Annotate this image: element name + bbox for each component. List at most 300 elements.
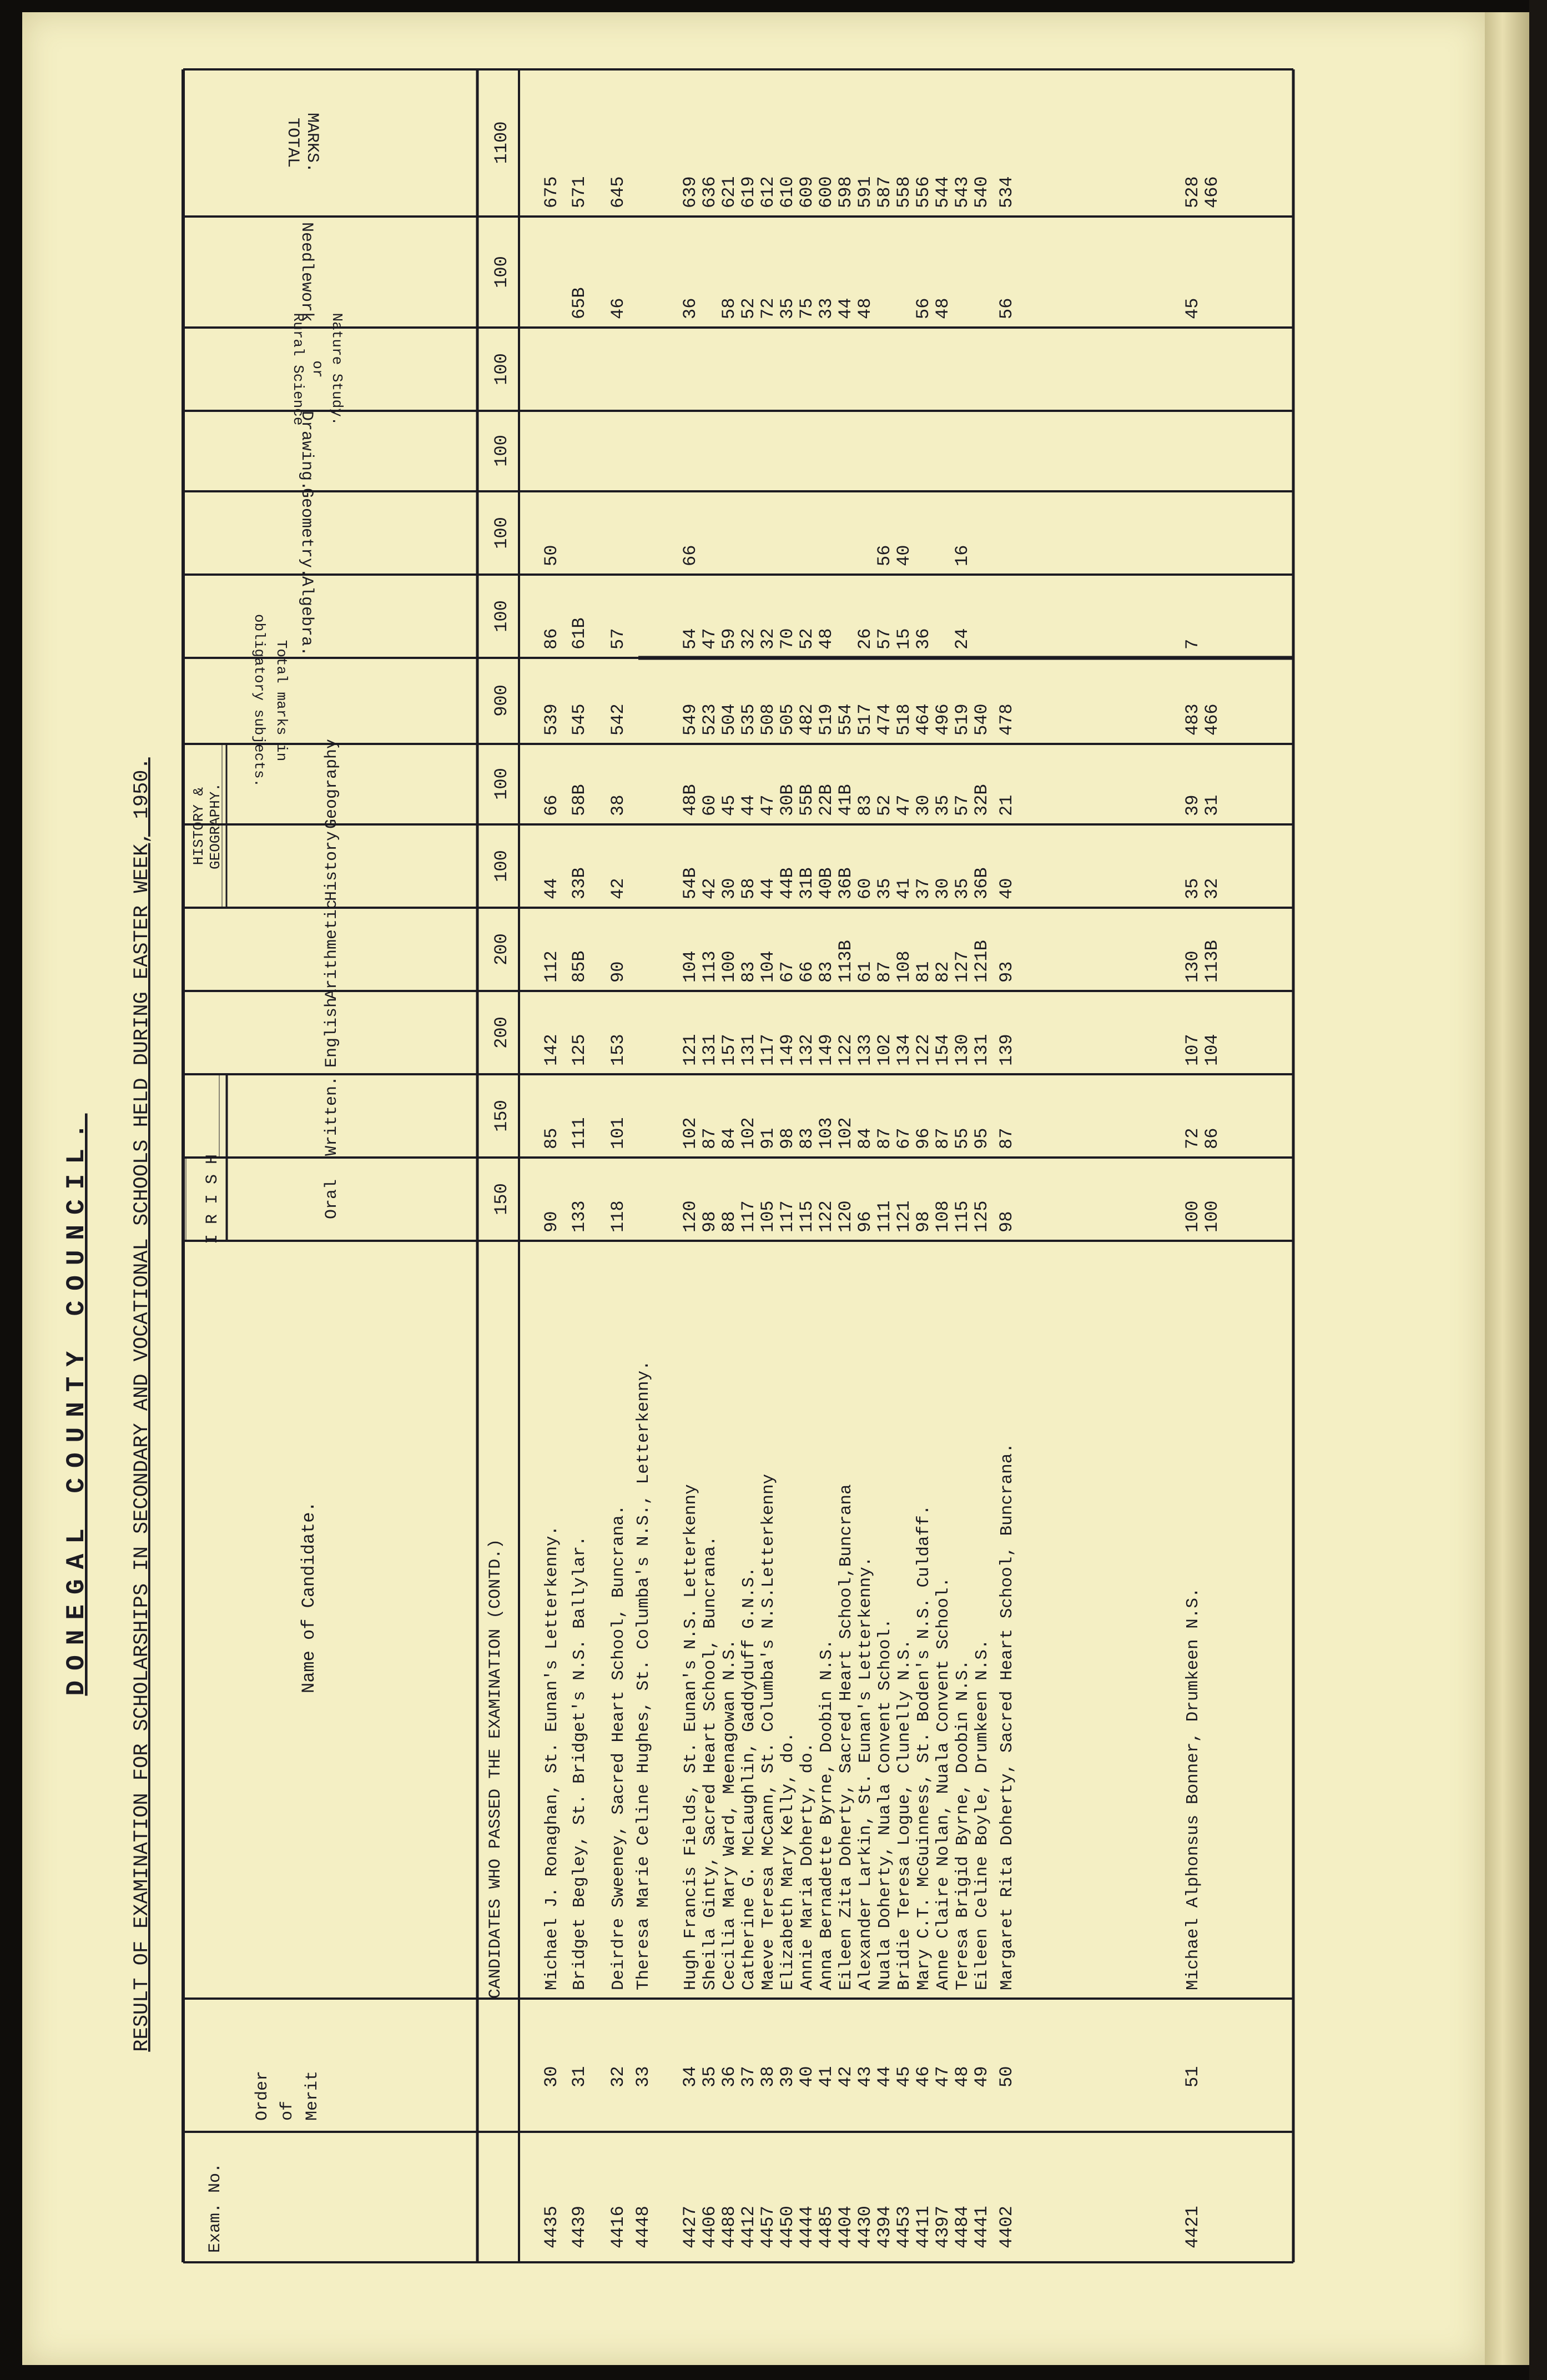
row-written: 87 (699, 1128, 720, 1149)
row-total: 645 (608, 176, 628, 208)
max-total_obligatory: 900 (491, 685, 512, 717)
row-exam-no: 4397 (933, 2206, 953, 2248)
row-arith: 108 (894, 950, 914, 983)
row-total: 534 (996, 176, 1017, 208)
row-exam-no: 4441 (971, 2206, 992, 2248)
row-algebra: 59 (719, 628, 739, 650)
row-order: 36 (719, 2066, 739, 2087)
max-needlework: 100 (491, 256, 512, 288)
row-geometry: 16 (952, 545, 972, 566)
row-name: Anne Claire Nolan, Nuala Convent School. (934, 1577, 953, 1990)
row-exam-no: 4435 (541, 2206, 562, 2248)
row-geometry: 66 (680, 545, 701, 566)
row-history: 31B (797, 867, 817, 899)
row-total_obl: 535 (738, 703, 759, 736)
row-needle: 36 (680, 298, 701, 319)
row-exam-no: 4427 (680, 2206, 701, 2248)
row-exam-no: 4444 (797, 2206, 817, 2248)
row-geog: 55B (797, 784, 817, 816)
row-written: 84 (855, 1128, 875, 1149)
row-written: 101 (608, 1117, 628, 1149)
row-order: 31 (569, 2066, 589, 2087)
row-english: 121 (680, 1034, 701, 1066)
row-order: 38 (758, 2066, 778, 2087)
row-name: Michael Alphonsus Bonner, Drumkeen N.S. (1183, 1587, 1203, 1990)
row-total: 571 (569, 176, 589, 208)
row-name: Teresa Brigid Byrne, Doobin N.S. (953, 1659, 972, 1990)
row-oral: 117 (777, 1200, 798, 1232)
row-total: 558 (894, 176, 914, 208)
row-name: Eileen Zita Doherty, Sacred Heart School,Buncrana (837, 1484, 856, 1990)
row-written: 111 (569, 1117, 589, 1149)
row-arith: 100 (719, 950, 739, 983)
row-arith: 61 (855, 961, 875, 983)
row-total_obl: 517 (855, 703, 875, 736)
row-order: 51 (1182, 2066, 1203, 2087)
row-name: Bridget Begley, St. Bridget's N.S. Ballylar. (570, 1536, 589, 1990)
row-total_obl: 554 (835, 703, 856, 736)
row-total_obl: 540 (971, 703, 992, 736)
max-algebra: 100 (491, 600, 512, 632)
row-geog: 47 (894, 794, 914, 816)
row-oral: 105 (758, 1200, 778, 1232)
row-geog: 38 (608, 794, 628, 816)
row-written: 67 (894, 1128, 914, 1149)
row-algebra: 24 (952, 628, 972, 650)
row-total: 619 (738, 176, 759, 208)
header-arithmetic: Arithmetic (322, 899, 341, 1000)
row-exam-no: 4412 (738, 2206, 759, 2248)
row-history: 54B (680, 867, 701, 899)
row-algebra: 7 (1182, 638, 1203, 650)
header-history-geography-2: GEOGRAPHY. (207, 782, 224, 870)
header-rural-2: or (309, 360, 326, 378)
row-total: 600 (816, 176, 837, 208)
row-history: 42 (608, 878, 628, 899)
row-written: 85 (541, 1128, 562, 1149)
row-oral: 121 (894, 1200, 914, 1232)
row-geog: 44 (738, 794, 759, 816)
row-history: 37 (913, 878, 934, 899)
row-oral: 108 (933, 1200, 953, 1232)
row-history: 32 (1202, 878, 1222, 899)
row-geog: 21 (996, 794, 1017, 816)
row-order: 35 (699, 2066, 720, 2087)
row-english: 131 (738, 1034, 759, 1066)
row-algebra: 61B (569, 617, 589, 650)
row-oral: 118 (608, 1200, 628, 1232)
row-english: 107 (1182, 1034, 1203, 1066)
row-exam-no: 4450 (777, 2206, 798, 2248)
row-english: 122 (835, 1034, 856, 1066)
header-total-obligatory-2: obligatory subjects. (251, 613, 268, 788)
row-arith: 66 (797, 961, 817, 983)
max-geometry: 100 (491, 517, 512, 549)
row-oral: 96 (855, 1211, 875, 1232)
row-exam-no: 4457 (758, 2206, 778, 2248)
row-written: 102 (738, 1117, 759, 1149)
row-geog: 58B (569, 784, 589, 816)
row-geometry: 50 (541, 545, 562, 566)
header-rural-1: Rural Science (290, 313, 306, 426)
row-needle: 75 (797, 298, 817, 319)
row-written: 91 (758, 1128, 778, 1149)
row-english: 142 (541, 1034, 562, 1066)
header-geometry: Geometry. (297, 487, 316, 578)
header-needlework: Needlework (297, 222, 316, 323)
row-exam-no: 4453 (894, 2206, 914, 2248)
row-exam-no: 4448 (633, 2206, 653, 2248)
row-total_obl: 505 (777, 703, 798, 736)
row-needle: 56 (996, 298, 1017, 319)
row-oral: 120 (835, 1200, 856, 1232)
row-name: Elizabeth Mary Kelly, do. (778, 1732, 798, 1990)
header-algebra: Algebra. (297, 576, 316, 657)
row-algebra: 57 (874, 628, 895, 650)
row-order: 46 (913, 2066, 934, 2087)
row-needle: 65B (569, 287, 589, 319)
max-written: 150 (491, 1100, 512, 1132)
row-total: 609 (797, 176, 817, 208)
row-algebra: 26 (855, 628, 875, 650)
row-english: 125 (569, 1034, 589, 1066)
row-needle: 45 (1182, 298, 1203, 319)
row-oral: 115 (952, 1200, 972, 1232)
row-total: 591 (855, 176, 875, 208)
row-geog: 66 (541, 794, 562, 816)
header-irish: I R I S H (203, 1154, 222, 1245)
row-oral: 98 (913, 1211, 934, 1232)
row-written: 87 (996, 1128, 1017, 1149)
row-name: Cecilia Mary Ward, Meenagowan N.S. (720, 1639, 739, 1990)
row-total: 610 (777, 176, 798, 208)
row-arith: 82 (933, 961, 953, 983)
row-arith: 81 (913, 961, 934, 983)
row-algebra: 47 (699, 628, 720, 650)
county-title: DONEGAL COUNTY COUNCIL. (62, 1113, 91, 1696)
row-history: 40 (996, 878, 1017, 899)
row-geog: 57 (952, 794, 972, 816)
header-geography: Geography (322, 738, 341, 829)
row-oral: 122 (816, 1200, 837, 1232)
row-total: 621 (719, 176, 739, 208)
max-english: 200 (491, 1017, 512, 1049)
row-total_obl: 542 (608, 703, 628, 736)
row-history: 30 (933, 878, 953, 899)
max-drawing: 100 (491, 435, 512, 467)
row-arith: 130 (1182, 950, 1203, 983)
row-name: Michael J. Ronaghan, St. Eunan's Letterkenny. (542, 1525, 562, 1990)
row-total: 587 (874, 176, 895, 208)
row-english: 154 (933, 1034, 953, 1066)
row-history: 33B (569, 867, 589, 899)
row-order: 50 (996, 2066, 1017, 2087)
row-arith: 113B (835, 940, 856, 983)
header-name: Name of Candidate. (299, 1501, 319, 1693)
row-exam-no: 4485 (816, 2206, 837, 2248)
row-algebra: 15 (894, 628, 914, 650)
row-needle: 72 (758, 298, 778, 319)
row-english: 104 (1202, 1034, 1222, 1066)
row-geog: 32B (971, 784, 992, 816)
row-oral: 117 (738, 1200, 759, 1232)
row-written: 102 (680, 1117, 701, 1149)
row-total_obl: 474 (874, 703, 895, 736)
row-total_obl: 523 (699, 703, 720, 736)
row-arith: 104 (758, 950, 778, 983)
row-order: 48 (952, 2066, 972, 2087)
row-name: Eileen Celine Boyle, Drumkeen N.S. (972, 1639, 992, 1990)
max-rural_science: 100 (491, 353, 512, 385)
row-total: 466 (1202, 176, 1222, 208)
row-arith: 113B (1202, 940, 1222, 983)
row-oral: 125 (971, 1200, 992, 1232)
row-total_obl: 483 (1182, 703, 1203, 736)
row-algebra: 32 (738, 628, 759, 650)
row-oral: 98 (996, 1211, 1017, 1232)
row-geog: 52 (874, 794, 895, 816)
row-written: 84 (719, 1128, 739, 1149)
row-algebra: 86 (541, 628, 562, 650)
row-order: 30 (541, 2066, 562, 2087)
row-arith: 121B (971, 940, 992, 983)
row-english: 131 (971, 1034, 992, 1066)
row-total_obl: 466 (1202, 703, 1222, 736)
row-english: 149 (777, 1034, 798, 1066)
max-geography: 100 (491, 768, 512, 800)
row-name: Maeve Teresa McCann, St. Columba's N.S.Letterkenny (759, 1473, 778, 1990)
row-exam-no: 4439 (569, 2206, 589, 2248)
row-total: 528 (1182, 176, 1203, 208)
row-exam-no: 4488 (719, 2206, 739, 2248)
header-oral: Oral (322, 1179, 341, 1220)
max-history: 100 (491, 850, 512, 882)
max-oral: 150 (491, 1183, 512, 1215)
row-order: 34 (680, 2066, 701, 2087)
row-english: 157 (719, 1034, 739, 1066)
row-order: 49 (971, 2066, 992, 2087)
row-english: 133 (855, 1034, 875, 1066)
row-exam-no: 4402 (996, 2206, 1017, 2248)
row-history: 35 (874, 878, 895, 899)
row-algebra: 54 (680, 628, 701, 650)
row-geog: 48B (680, 784, 701, 816)
row-exam-no: 4411 (913, 2206, 934, 2248)
row-order: 32 (608, 2066, 628, 2087)
row-total_obl: 519 (816, 703, 837, 736)
row-english: 122 (913, 1034, 934, 1066)
header-total-1: TOTAL (283, 117, 302, 168)
row-total: 675 (541, 176, 562, 208)
header-of: of (278, 2100, 297, 2121)
row-written: 83 (797, 1128, 817, 1149)
row-english: 149 (816, 1034, 837, 1066)
row-arith: 83 (738, 961, 759, 983)
row-name: Margaret Rita Doherty, Sacred Heart School, Buncrana. (997, 1443, 1017, 1990)
result-title: RESULT OF EXAMINATION FOR SCHOLARSHIPS IN SECONDARY AND VOCATIONAL SCHOOLS HELD DURING EASTER WEEK, 1950. (130, 757, 154, 2052)
row-name: Hugh Francis Fields, St. Eunan's N.S. Letterkenny (681, 1484, 701, 1990)
row-geog: 39 (1182, 794, 1203, 816)
row-arith: 85B (569, 950, 589, 983)
row-total: 639 (680, 176, 701, 208)
row-total_obl: 464 (913, 703, 934, 736)
header-rural-3: Nature Study. (329, 313, 345, 426)
row-geog: 35 (933, 794, 953, 816)
row-total: 636 (699, 176, 720, 208)
row-english: 139 (996, 1034, 1017, 1066)
row-written: 55 (952, 1128, 972, 1149)
row-arith: 93 (996, 961, 1017, 983)
row-needle: 35 (777, 298, 798, 319)
row-history: 58 (738, 878, 759, 899)
row-order: 47 (933, 2066, 953, 2087)
row-needle: 46 (608, 298, 628, 319)
row-oral: 100 (1202, 1200, 1222, 1232)
row-geog: 83 (855, 794, 875, 816)
row-needle: 33 (816, 298, 837, 319)
row-algebra: 70 (777, 628, 798, 650)
row-order: 39 (777, 2066, 798, 2087)
row-needle: 56 (913, 298, 934, 319)
header-order: Order (253, 2070, 272, 2121)
row-arith: 112 (541, 950, 562, 983)
row-exam-no: 4404 (835, 2206, 856, 2248)
row-algebra: 57 (608, 628, 628, 650)
row-history: 44B (777, 867, 798, 899)
header-history-geography-1: HISTORY & (190, 787, 207, 866)
row-name: Bridie Teresa Logue, Clunelly N.S. (895, 1639, 914, 1990)
row-name: Nuala Doherty, Nuala Convent School. (875, 1618, 895, 1990)
row-arith: 83 (816, 961, 837, 983)
row-needle: 48 (855, 298, 875, 319)
row-oral: 98 (699, 1211, 720, 1232)
row-order: 43 (855, 2066, 875, 2087)
row-oral: 90 (541, 1211, 562, 1232)
row-written: 103 (816, 1117, 837, 1149)
row-history: 35 (952, 878, 972, 899)
row-order: 33 (633, 2066, 653, 2087)
row-total_obl: 519 (952, 703, 972, 736)
row-name: Anna Bernadette Byrne, Doobin N.S. (817, 1639, 837, 1990)
row-name: Annie Maria Doherty, do. (798, 1742, 817, 1990)
row-written: 102 (835, 1117, 856, 1149)
section-label: CANDIDATES WHO PASSED THE EXAMINATION (CONTD.) (486, 1538, 505, 1999)
row-total: 612 (758, 176, 778, 208)
row-history: 44 (541, 878, 562, 899)
row-written: 72 (1182, 1128, 1203, 1149)
row-order: 37 (738, 2066, 759, 2087)
row-name: Theresa Marie Celine Hughes, St. Columba's N.S., Letterkenny. (634, 1360, 653, 1990)
row-total_obl: 518 (894, 703, 914, 736)
row-total_obl: 504 (719, 703, 739, 736)
row-history: 36B (835, 867, 856, 899)
row-total_obl: 539 (541, 703, 562, 736)
header-merit: Merit (303, 2070, 322, 2121)
row-total: 543 (952, 176, 972, 208)
row-written: 96 (913, 1128, 934, 1149)
header-drawing: Drawing. (297, 410, 316, 491)
row-name: Sheila Ginty, Sacred Heart School, Buncrana. (701, 1536, 720, 1990)
row-total_obl: 545 (569, 703, 589, 736)
row-geog: 22B (816, 784, 837, 816)
row-algebra: 36 (913, 628, 934, 650)
row-oral: 120 (680, 1200, 701, 1232)
row-arith: 87 (874, 961, 895, 983)
row-history: 30 (719, 878, 739, 899)
row-written: 87 (933, 1128, 953, 1149)
row-needle: 52 (738, 298, 759, 319)
header-english: English (322, 997, 341, 1068)
row-english: 102 (874, 1034, 895, 1066)
row-name: Catherine G. McLaughlin, Gaddyduff G.N.S. (739, 1567, 759, 1990)
row-needle: 44 (835, 298, 856, 319)
row-needle: 58 (719, 298, 739, 319)
row-english: 134 (894, 1034, 914, 1066)
max-total: 1100 (491, 121, 512, 164)
row-written: 86 (1202, 1128, 1222, 1149)
row-total: 598 (835, 176, 856, 208)
row-history: 40B (816, 867, 837, 899)
row-geometry: 56 (874, 545, 895, 566)
row-geog: 45 (719, 794, 739, 816)
row-english: 153 (608, 1034, 628, 1066)
header-exam-no: Exam. No. (206, 2162, 225, 2253)
row-oral: 115 (797, 1200, 817, 1232)
row-exam-no: 4430 (855, 2206, 875, 2248)
row-exam-no: 4484 (952, 2206, 972, 2248)
row-written: 95 (971, 1128, 992, 1149)
row-total_obl: 482 (797, 703, 817, 736)
row-geog: 41B (835, 784, 856, 816)
row-oral: 100 (1182, 1200, 1203, 1232)
row-english: 130 (952, 1034, 972, 1066)
row-history: 36B (971, 867, 992, 899)
row-history: 41 (894, 878, 914, 899)
row-order: 45 (894, 2066, 914, 2087)
row-needle: 48 (933, 298, 953, 319)
header-total-obligatory-1: Total marks in (273, 640, 290, 762)
row-total: 544 (933, 176, 953, 208)
header-written: Written. (322, 1075, 341, 1156)
row-exam-no: 4406 (699, 2206, 720, 2248)
table-text (62, 113, 1222, 2253)
row-order: 40 (797, 2066, 817, 2087)
row-oral: 111 (874, 1200, 895, 1232)
row-oral: 88 (719, 1211, 739, 1232)
row-order: 41 (816, 2066, 837, 2087)
row-name: Mary C.T. McGuinness, St. Boden's N.S. Culdaff. (914, 1505, 934, 1990)
row-algebra: 32 (758, 628, 778, 650)
row-total_obl: 508 (758, 703, 778, 736)
row-order: 44 (874, 2066, 895, 2087)
row-total: 540 (971, 176, 992, 208)
row-algebra: 48 (816, 628, 837, 650)
row-arith: 113 (699, 950, 720, 983)
row-oral: 133 (569, 1200, 589, 1232)
row-name: Deirdre Sweeney, Sacred Heart School, Buncrana. (609, 1505, 628, 1990)
row-arith: 104 (680, 950, 701, 983)
header-total-2: MARKS. (303, 112, 321, 173)
row-english: 117 (758, 1034, 778, 1066)
row-arith: 90 (608, 961, 628, 983)
row-total_obl: 549 (680, 703, 701, 736)
row-english: 132 (797, 1034, 817, 1066)
row-algebra: 52 (797, 628, 817, 650)
row-order: 42 (835, 2066, 856, 2087)
row-history: 44 (758, 878, 778, 899)
row-exam-no: 4416 (608, 2206, 628, 2248)
header-history: History (322, 831, 341, 902)
